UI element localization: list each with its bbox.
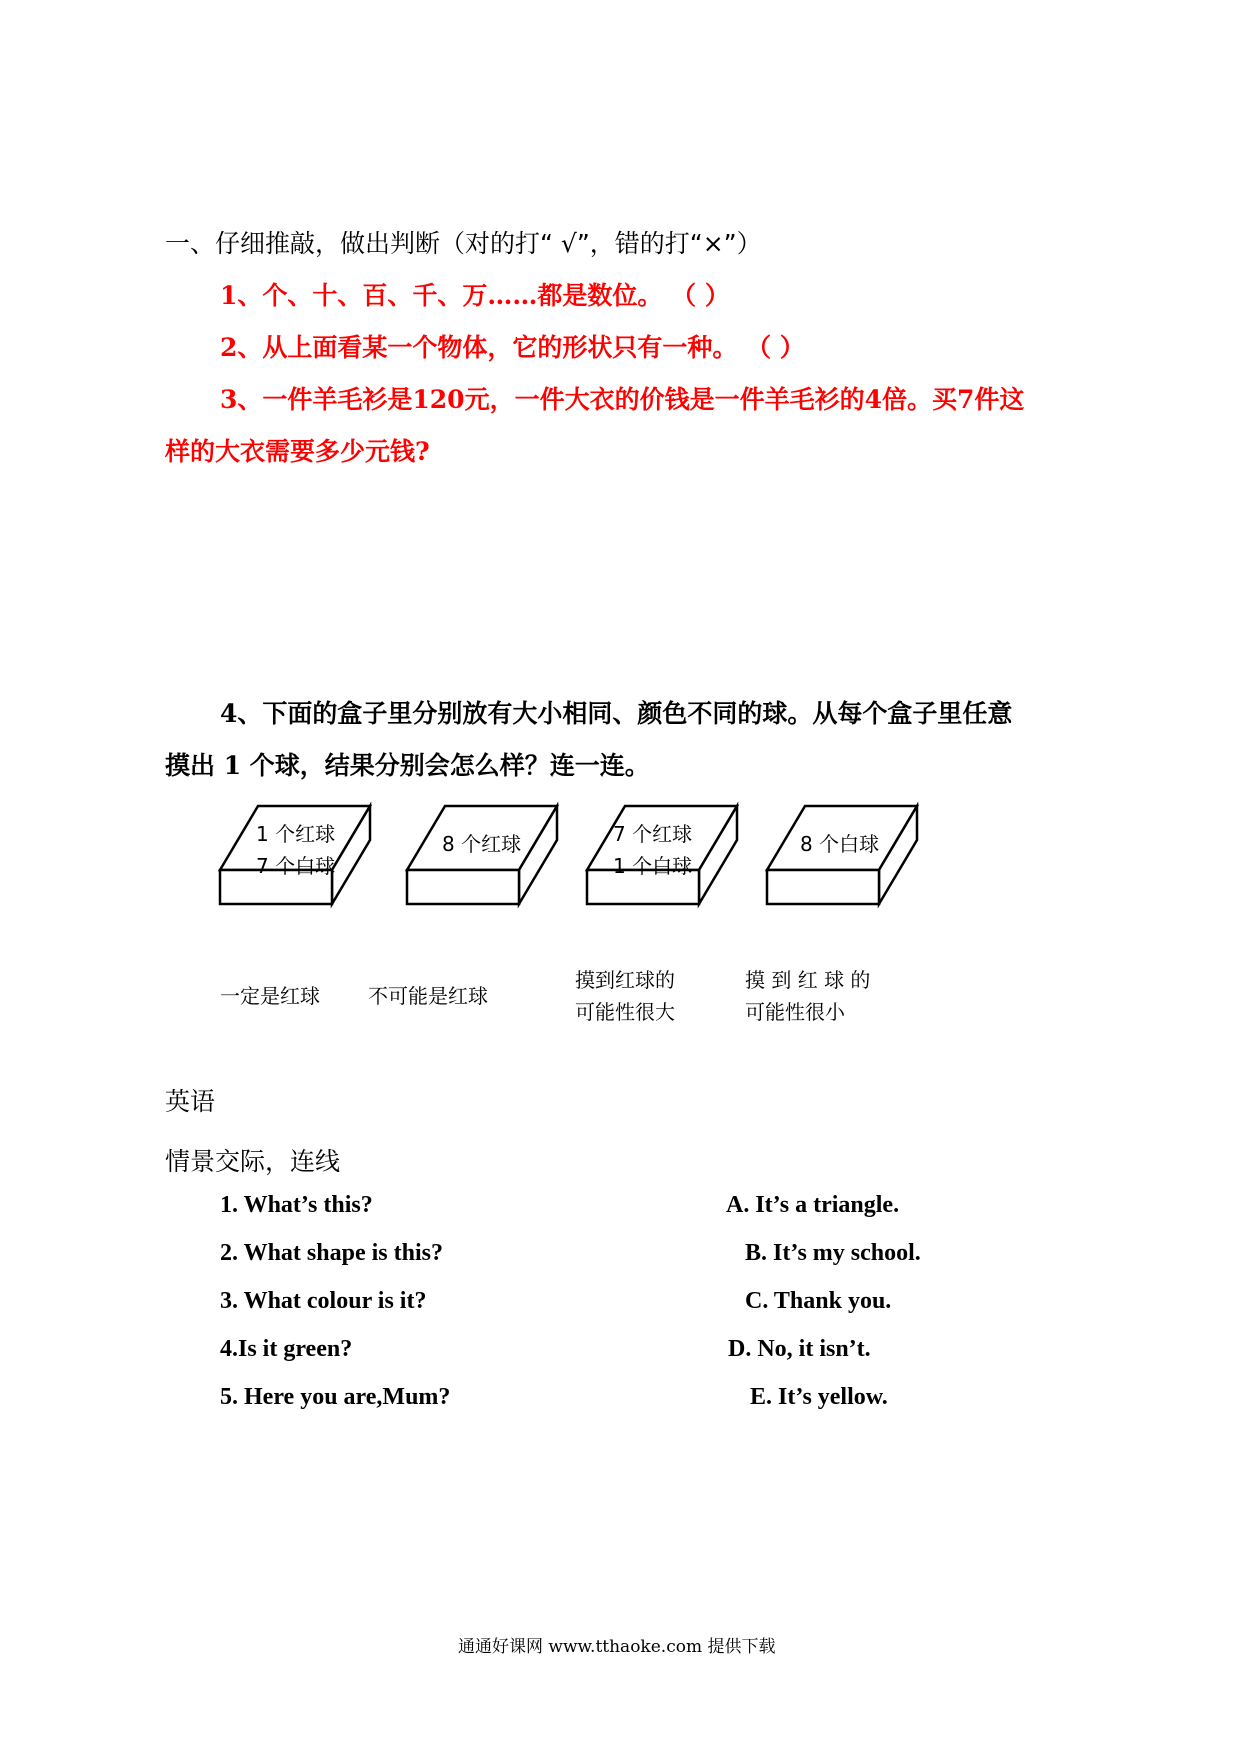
- english-answer-b: B. It’s my school.: [745, 1240, 921, 1266]
- box-1-line1: 1 个红球: [256, 822, 336, 846]
- english-question-2: 2. What shape is this?: [220, 1240, 443, 1266]
- outcome-4-line2: 可能性很小: [745, 1000, 845, 1024]
- question-3-line1: 3、一件羊毛衫是120元，一件大衣的价钱是一件羊毛衫的4倍。买7件这: [220, 385, 1025, 414]
- outcome-3-line2: 可能性很大: [575, 1000, 675, 1024]
- english-question-4: 4.Is it green?: [220, 1336, 353, 1362]
- box-3-line1: 7 个红球: [613, 822, 693, 846]
- footer-note: 通通好课网 www.tthaoke.com 提供下载: [458, 1637, 776, 1657]
- english-subheading: 情景交际，连线: [165, 1147, 341, 1176]
- outcome-2: 不可能是红球: [368, 984, 488, 1008]
- box-1-line2: 7 个白球: [256, 854, 336, 878]
- english-answer-e: E. It’s yellow.: [750, 1384, 888, 1410]
- question-4-line2: 摸出 1 个球，结果分别会怎么样？连一连。: [165, 751, 650, 780]
- english-answer-c: C. Thank you.: [745, 1288, 892, 1314]
- outcome-3-line1: 摸到红球的: [575, 968, 675, 992]
- question-1: 1、个、十、百、千、万……都是数位。 （ ）: [220, 281, 730, 310]
- box-3-line2: 1 个白球: [613, 854, 693, 878]
- box-4-label: 8 个白球: [800, 832, 880, 856]
- section1-heading: 一、仔细推敲，做出判断（对的打“ √”，错的打“×”）: [165, 229, 762, 258]
- question-3-line2: 样的大衣需要多少元钱?: [165, 437, 430, 466]
- question-4-line1: 4、下面的盒子里分别放有大小相同、颜色不同的球。从每个盒子里任意: [220, 699, 1013, 728]
- english-answer-d: D. No, it isn’t.: [728, 1336, 871, 1362]
- english-heading: 英语: [165, 1087, 216, 1116]
- english-question-1: 1. What’s this?: [220, 1192, 373, 1218]
- english-question-3: 3. What colour is it?: [220, 1288, 427, 1314]
- outcome-4-line1: 摸 到 红 球 的: [745, 968, 871, 992]
- outcome-1: 一定是红球: [220, 984, 320, 1008]
- question-2: 2、从上面看某一个物体，它的形状只有一种。 （ ）: [220, 333, 805, 362]
- english-answer-a: A. It’s a triangle.: [726, 1192, 900, 1218]
- english-question-5: 5. Here you are,Mum?: [220, 1384, 451, 1410]
- box-2-label: 8 个红球: [442, 832, 522, 856]
